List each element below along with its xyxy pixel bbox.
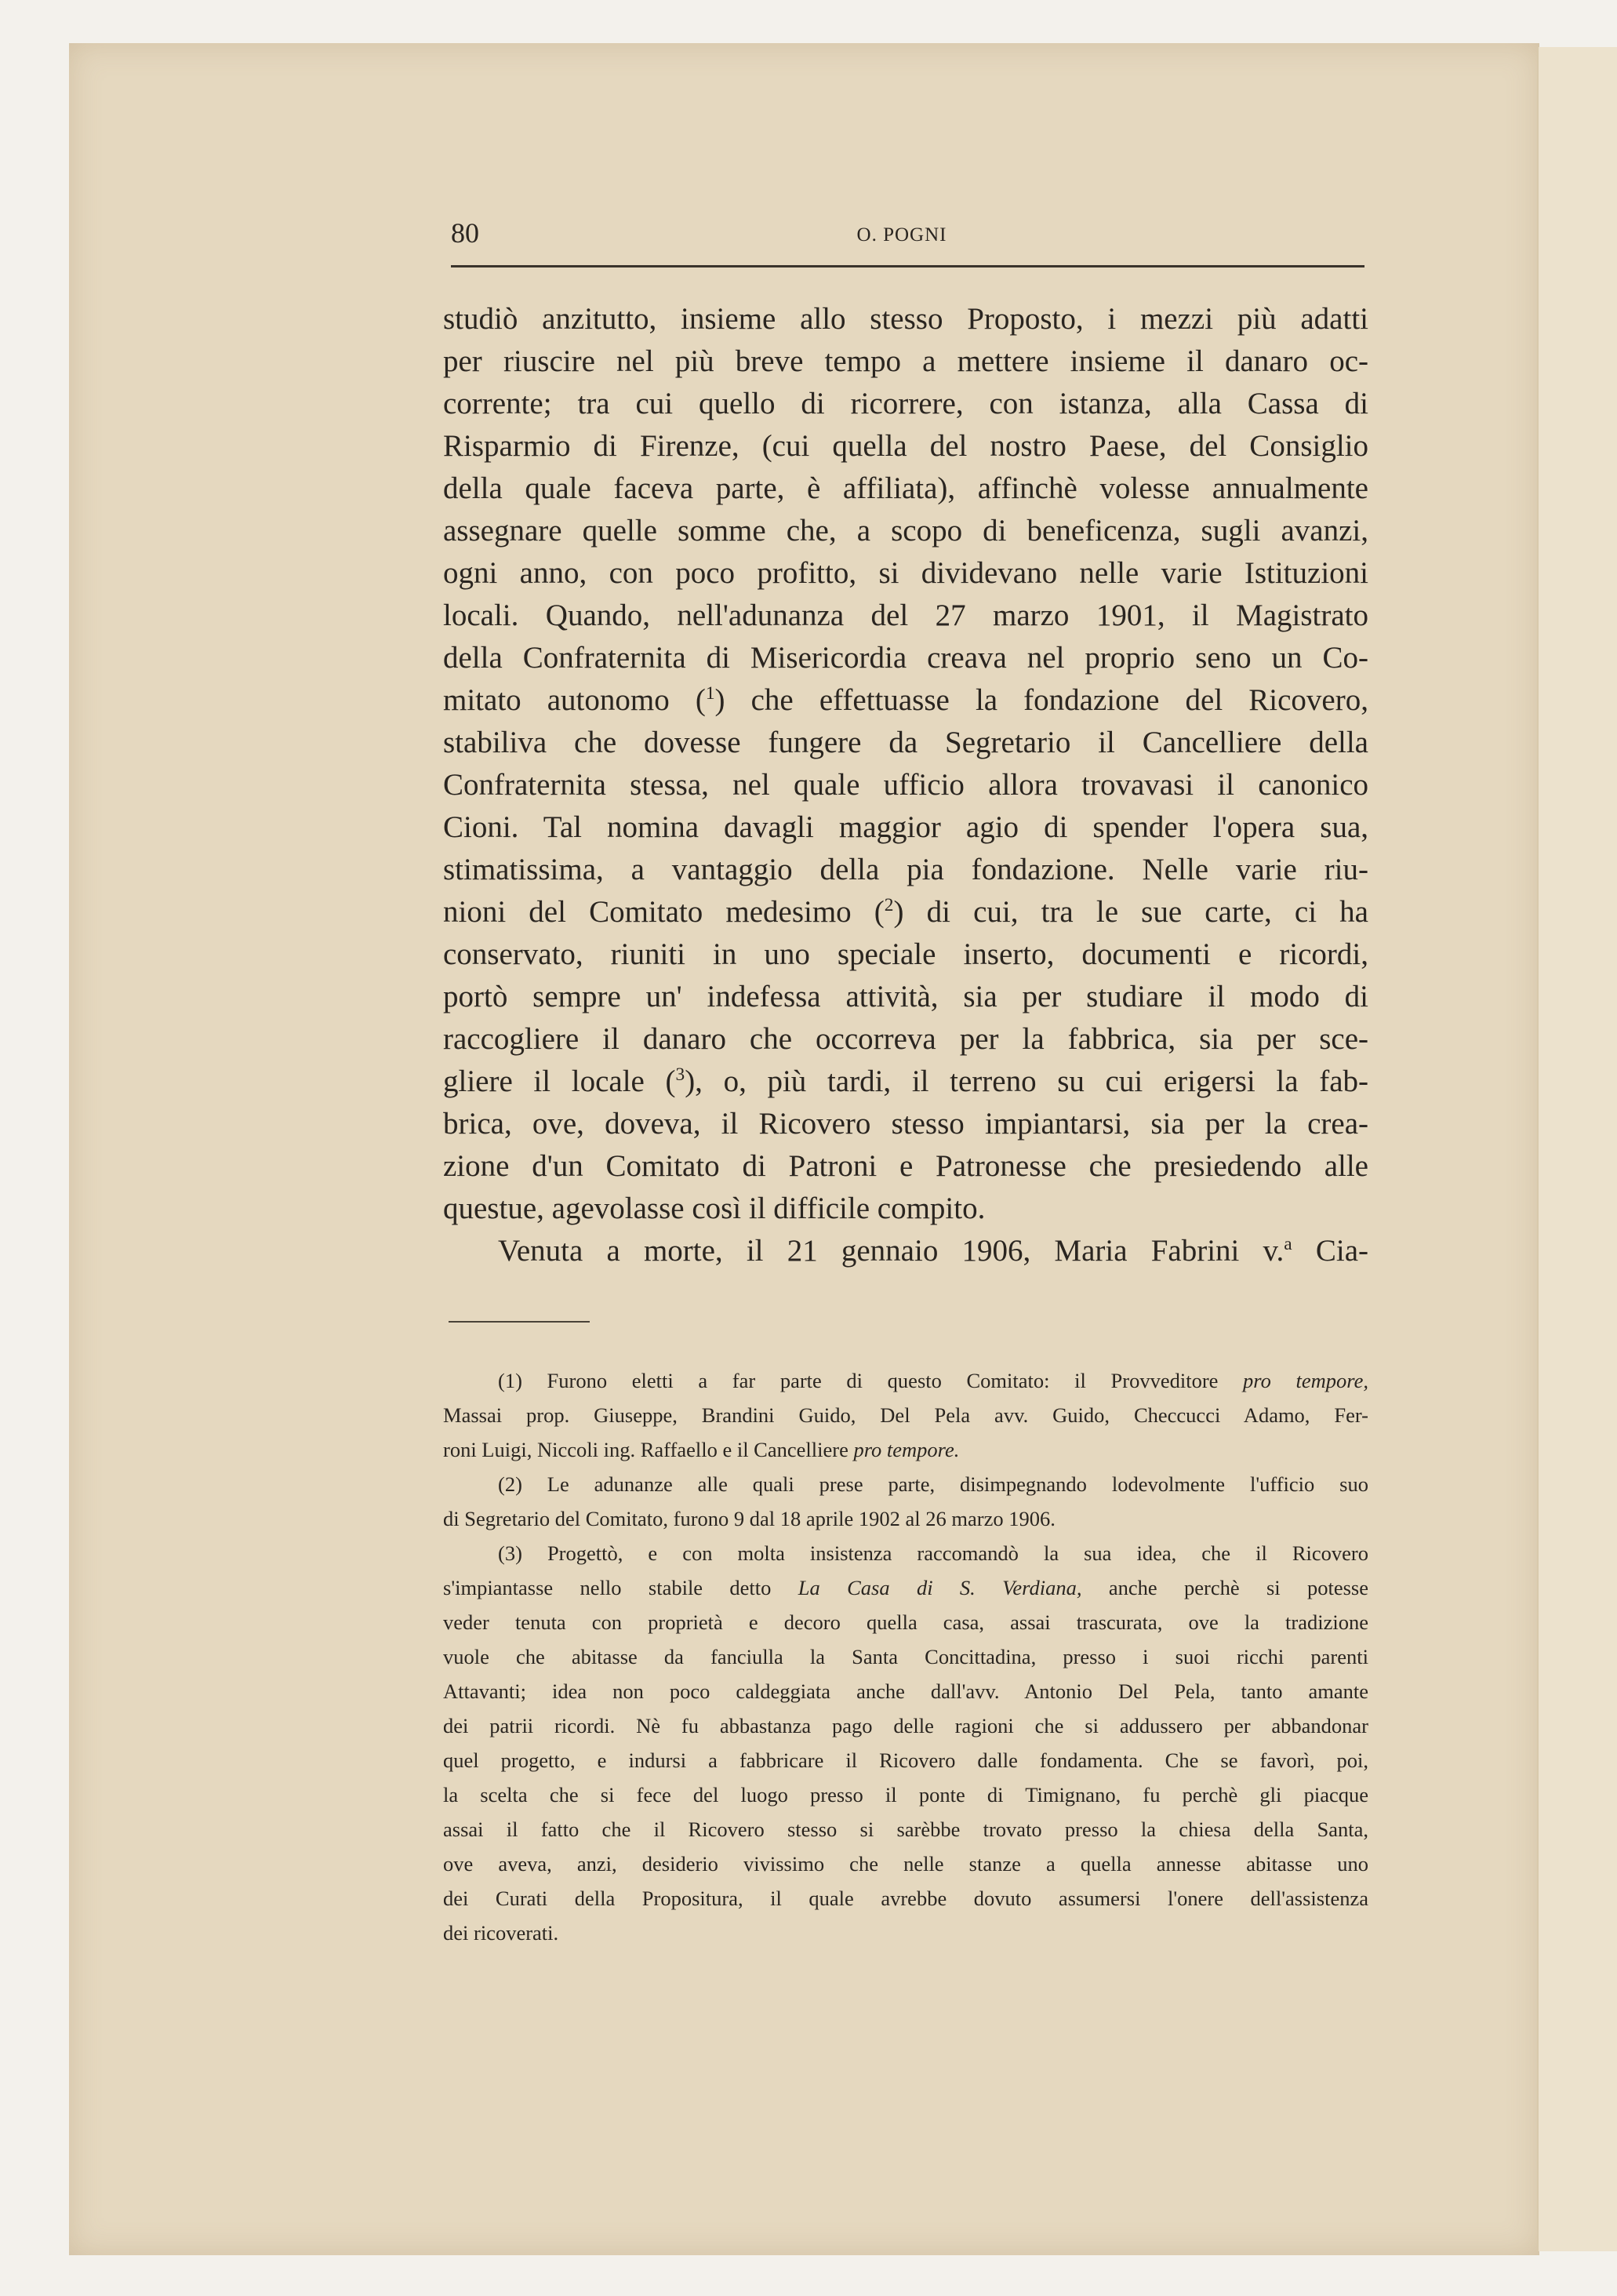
body-line: [443, 425, 1368, 468]
footnote-separator: [449, 1321, 590, 1323]
footnote-line: [443, 1881, 1368, 1916]
text-segment: gliere il locale (: [443, 1064, 676, 1098]
footnote-line: [443, 1501, 1368, 1536]
text-segment: (3) Progettò, e con molta insistenza raccomandò la sua idea, che il Ricovero: [498, 1541, 1368, 1565]
body-line: [443, 510, 1368, 552]
text-segment: mitato autonomo (: [443, 683, 706, 717]
text-segment: assegnare quelle somme che, a scopo di beneficenza, sugli avanzi,: [443, 514, 1368, 548]
footnote-line: [443, 1674, 1368, 1708]
text-segment: ), o, più tardi, il terreno su cui erigersi la fab-: [685, 1064, 1368, 1098]
footnote-reference: 1: [705, 682, 715, 704]
body-line: [443, 637, 1368, 679]
footnote-line: [443, 1916, 1368, 1950]
text-segment: assai il fatto che il Ricovero stesso si sarèbbe trovato presso la chiesa della Santa,: [443, 1818, 1368, 1841]
footnote-line: [443, 1605, 1368, 1639]
body-line: [443, 1145, 1368, 1188]
text-segment: s'impiantasse nello stabile detto: [443, 1576, 798, 1599]
text-segment: dei patrii ricordi. Nè fu abbastanza pago delle ragioni che si addussero per abbandonar: [443, 1714, 1368, 1737]
text-segment: nioni del Comitato medesimo (: [443, 895, 885, 929]
footnote-reference: 3: [675, 1064, 685, 1085]
body-line: [443, 1103, 1368, 1145]
text-segment: Confraternita stessa, nel quale ufficio allora trovavasi il canonico: [443, 768, 1368, 802]
body-text: [443, 298, 1368, 1272]
text-segment: stabiliva che dovesse fungere da Segretario il Cancelliere della: [443, 726, 1368, 759]
body-line: [443, 806, 1368, 849]
body-line: [443, 849, 1368, 891]
text-segment: dei ricoverati.: [443, 1921, 559, 1945]
text-segment: studiò anzitutto, insieme allo stesso Proposto, i mezzi più adatti: [443, 302, 1368, 336]
text-segment: ove aveva, anzi, desiderio vivissimo che nelle stanze a quella annesse abitasse uno: [443, 1852, 1368, 1876]
text-segment: pro tempore.: [853, 1438, 960, 1461]
body-line: [443, 933, 1368, 976]
text-segment: Cia-: [1292, 1234, 1368, 1268]
body-line: [443, 976, 1368, 1018]
text-segment: anche perchè si potesse: [1081, 1576, 1368, 1599]
footnote-line: [443, 1467, 1368, 1501]
body-line: [443, 764, 1368, 806]
text-segment: veder tenuta con proprietà e decoro quella casa, assai trascurata, ove la tradizione: [443, 1610, 1368, 1634]
header-rule: [451, 265, 1364, 267]
footnote-line: [443, 1639, 1368, 1674]
body-line: [443, 552, 1368, 595]
text-segment: (2) Le adunanze alle quali prese parte, disimpegnando lodevolmente l'ufficio suo: [498, 1472, 1368, 1496]
body-line: [443, 1018, 1368, 1061]
page-number: 80: [451, 217, 479, 249]
text-segment: conservato, riuniti in uno speciale inserto, documenti e ricordi,: [443, 937, 1368, 971]
footnote-line: [443, 1363, 1368, 1398]
text-segment: zione d'un Comitato di Patroni e Patronesse che presiedendo alle: [443, 1149, 1368, 1183]
footnote-line: [443, 1536, 1368, 1570]
footnote-line: [443, 1570, 1368, 1605]
text-segment: di Segretario del Comitato, furono 9 dal 18 aprile 1902 al 26 marzo 1906.: [443, 1507, 1056, 1530]
footnote-line: [443, 1708, 1368, 1743]
text-segment: ) di cui, tra le sue carte, ci ha: [893, 895, 1368, 929]
footnote-line: [443, 1777, 1368, 1812]
footnote-reference: 2: [884, 894, 894, 915]
text-segment: Cioni. Tal nomina davagli maggior agio di spender l'opera sua,: [443, 810, 1368, 844]
footnote-line: [443, 1432, 1368, 1467]
text-segment: vuole che abitasse da fanciulla la Santa Concittadina, presso i suoi ricchi parenti: [443, 1645, 1368, 1668]
text-segment: stimatissima, a vantaggio della pia fondazione. Nelle varie riu-: [443, 853, 1368, 886]
text-segment: della Confraternita di Misericordia creava nel proprio seno un Co-: [443, 641, 1368, 675]
body-line: [443, 722, 1368, 764]
text-segment: roni Luigi, Niccoli ing. Raffaello e il Cancelliere: [443, 1438, 854, 1461]
body-line: [443, 1061, 1368, 1103]
body-line: [443, 595, 1368, 637]
text-segment: quel progetto, e indursi a fabbricare il Ricovero dalle fondamenta. Che se favorì, poi,: [443, 1748, 1368, 1772]
text-segment: portò sempre un' indefessa attività, sia per studiare il modo di: [443, 980, 1368, 1013]
adjacent-page-edge: [1537, 47, 1617, 2251]
body-line: [443, 1188, 1368, 1230]
running-header: O. POGNI: [856, 224, 947, 246]
body-line: [443, 1230, 1368, 1272]
text-segment: per riuscire nel più breve tempo a mettere insieme il danaro oc-: [443, 344, 1368, 378]
body-line: [443, 679, 1368, 722]
footnote-line: [443, 1812, 1368, 1847]
text-segment: della quale faceva parte, è affiliata), affinchè volesse annualmente: [443, 471, 1368, 505]
text-segment: pro tempore,: [1243, 1369, 1368, 1392]
text-segment: corrente; tra cui quello di ricorrere, con istanza, alla Cassa di: [443, 387, 1368, 420]
text-segment: dei Curati della Propositura, il quale avrebbe dovuto assumersi l'onere dell'assistenza: [443, 1887, 1368, 1910]
text-segment: brica, ove, doveva, il Ricovero stesso impiantarsi, sia per la crea-: [443, 1107, 1368, 1141]
text-segment: La Casa di S. Verdiana,: [798, 1576, 1082, 1599]
body-line: [443, 891, 1368, 933]
text-segment: Venuta a morte, il 21 gennaio 1906, Maria Fabrini v.: [498, 1234, 1285, 1268]
text-segment: la scelta che si fece del luogo presso il ponte di Timignano, fu perchè gli piacque: [443, 1783, 1368, 1807]
body-line: [443, 340, 1368, 383]
footnotes: [443, 1363, 1368, 1950]
text-segment: ) che effettuasse la fondazione del Ricovero,: [714, 683, 1368, 717]
body-line: [443, 383, 1368, 425]
text-segment: questue, agevolasse così il difficile compito.: [443, 1192, 986, 1225]
body-line: [443, 298, 1368, 340]
text-segment: ogni anno, con poco profitto, si dividevano nelle varie Istituzioni: [443, 556, 1368, 590]
text-segment: Attavanti; idea non poco caldeggiata anche dall'avv. Antonio Del Pela, tanto amante: [443, 1679, 1368, 1703]
text-segment: Risparmio di Firenze, (cui quella del nostro Paese, del Consiglio: [443, 429, 1368, 463]
text-segment: raccogliere il danaro che occorreva per la fabbrica, sia per sce-: [443, 1022, 1368, 1056]
text-segment: (1) Furono eletti a far parte di questo Comitato: il Provveditore: [498, 1369, 1244, 1392]
text-segment: locali. Quando, nell'adunanza del 27 marzo 1901, il Magistrato: [443, 599, 1368, 632]
footnote-line: [443, 1743, 1368, 1777]
footnote-line: [443, 1398, 1368, 1432]
body-line: [443, 468, 1368, 510]
text-segment: Massai prop. Giuseppe, Brandini Guido, Del Pela avv. Guido, Checcucci Adamo, Fer-: [443, 1403, 1368, 1427]
footnote-line: [443, 1847, 1368, 1881]
footnote-reference: a: [1284, 1233, 1292, 1254]
